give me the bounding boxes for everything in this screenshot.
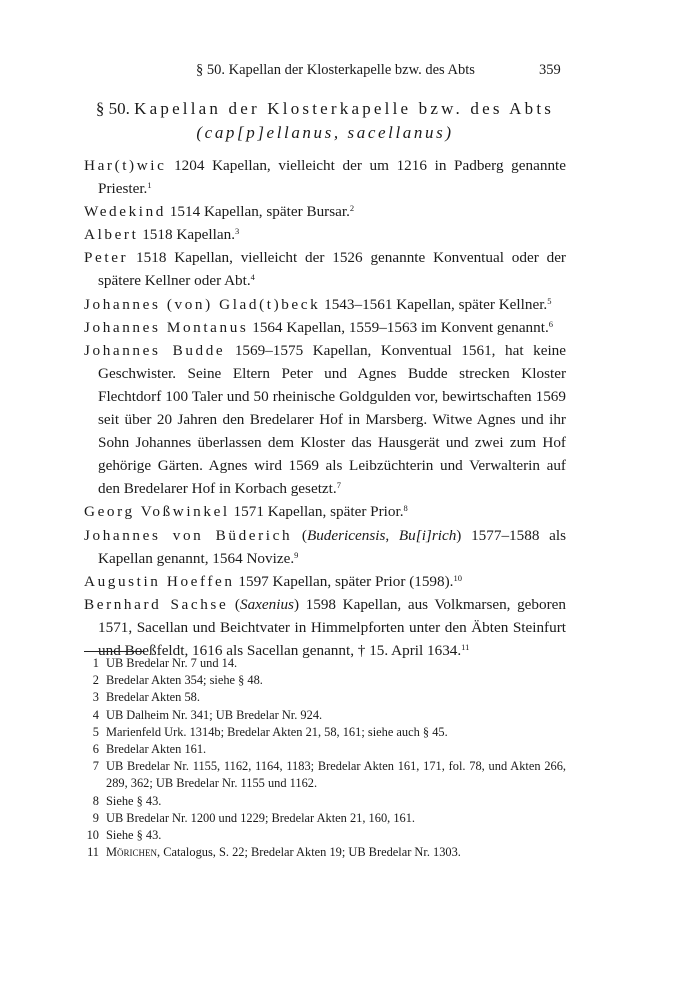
entry-sachse: Bernhard Sachse (Saxenius) 1598 Kapellan, aus Volkmarsen, geboren 1571, Sacellan und Beichtvater in Himmelpforten unter den Äbten Steinfurt und Boeßfeldt, 1616 als Sacellan genannt, † 15. April 1634.11 (84, 595, 566, 659)
section-subtitle: (cap[p]ellanus, sacellanus) (196, 123, 454, 142)
latin-name: Budericensis (306, 526, 386, 544)
footnote-number: 5 (92, 724, 99, 739)
footnote-number: 3 (92, 690, 99, 705)
entry-text: 1564 Kapellan, 1559–1563 im Konvent genannt. (252, 318, 549, 336)
footnote-ref[interactable]: 2 (349, 203, 355, 214)
footnote (84, 741, 566, 758)
entry-text: 1518 Kapellan, vielleicht der 1526 genannte Konventual oder der spätere Kellner oder Abt. (98, 249, 566, 290)
footnote (84, 758, 566, 792)
footnote-number: 8 (92, 793, 99, 808)
footnote-ref[interactable]: 5 (547, 295, 552, 306)
footnote-ref[interactable]: 8 (403, 503, 408, 514)
entry-peter (84, 246, 566, 292)
entry-text: 1514 Kapellan, später Bursar. (169, 203, 350, 221)
footnote-text: UB Bredelar Nr. 7 und 14. (106, 656, 238, 670)
entry-text: 1543–1561 Kapellan, später Kellner. (324, 295, 548, 313)
running-head: § 50. Kapellan der Klosterkapelle bzw. des Abts (196, 62, 475, 78)
footnote-rule (84, 651, 144, 652)
entry-text: 1518 Kapellan. (142, 226, 235, 244)
page-header (0, 62, 700, 82)
footnote-text: Bredelar Akten 161. (106, 742, 207, 757)
section-title-text: Kapellan der Klosterkapelle bzw. des Abts (134, 99, 555, 118)
entry-name: Albert (84, 226, 139, 244)
footnote-ref[interactable]: 6 (548, 318, 554, 329)
footnote-text: UB Bredelar Nr. 1200 und 1229; Bredelar Akten 21, 160, 161. (106, 810, 416, 825)
footnote-text: UB Dalheim Nr. 341; UB Bredelar Nr. 924. (106, 707, 323, 722)
entry-text: 1597 Kapellan, später Prior (1598). (238, 572, 454, 590)
entry-name: Johannes von Büderich (84, 526, 293, 544)
latin-name: Bu[i]rich (398, 526, 457, 544)
footnote (84, 810, 566, 827)
entry-albert (84, 223, 566, 246)
footnote (84, 844, 566, 861)
footnote-text: Marienfeld Urk. 1314b; Bredelar Akten 21, 58, 161; siehe auch § 45. (106, 724, 448, 739)
entry-text: 1569–1575 Kapellan, Konventual 1561, hat keine Geschwister. Seine Eltern Peter und Agnes Budde strecken Kloster Flechtdorf 100 Taler und 50 rheinische Goldgulden vor, bewirtschaften 1569 seit über 20 Jahren den Bredelarer Hof in Marsberg. Witwe Agnes und ihr Sohn Johannes überlassen dem Kloster das Hausgerät und zwei zum Hof gehörige Gärten. Agnes wird 1569 als Leibzüchterin und Verwalterin auf den Bredelarer Hof in Korbach gesetzt. (98, 341, 566, 498)
entry-gladbeck (84, 293, 566, 316)
footnote-number: 9 (92, 810, 99, 825)
footnotes (84, 655, 566, 861)
footnote-number: 11 (87, 845, 99, 860)
latin-name: Saxenius (239, 595, 294, 613)
footnote (84, 707, 566, 724)
footnote-ref[interactable]: 1 (147, 180, 152, 191)
footnote-number: 4 (92, 707, 99, 722)
footnote (84, 724, 566, 741)
footnote (84, 793, 566, 810)
footnote-ref[interactable]: 4 (250, 272, 255, 283)
entry-text: 1598 Kapellan, aus Volkmarsen, geboren 1571, Sacellan und Beichtvater in Himmelpforten unter den Äbten Steinfurt und Boeßfeldt, 1616 als Sacellan genannt, † 15. April 1634. (98, 595, 566, 659)
footnote (84, 655, 566, 672)
entry-text: 1577–1588 als Kapellan genannt, 1564 Novize. (98, 526, 567, 567)
footnote-number: 10 (86, 828, 99, 843)
footnote-number: 2 (92, 673, 99, 688)
entry-wedekind (84, 200, 566, 223)
entry-text: 1204 Kapellan, vielleicht der um 1216 in Padberg genannte Priester. (98, 157, 566, 198)
footnote-number: 1 (92, 656, 99, 670)
entry-montanus (84, 316, 566, 339)
entry-name: Bernhard Sachse (84, 595, 229, 613)
entry-name: Peter (84, 249, 129, 267)
footnote-ref[interactable]: 3 (235, 226, 240, 237)
footnote-text: Siehe § 43. (106, 828, 162, 843)
entry-text: 1571 Kapellan, später Prior. (233, 503, 404, 521)
entry-list (84, 154, 566, 662)
footnote-number: 7 (92, 759, 99, 774)
footnote-text: UB Bredelar Nr. 1155, 1162, 1164, 1183; Bredelar Akten 161, 171, fol. 78, und Akten 266, 289, 362; UB Bredelar Nr. 1155 und 1162. (106, 759, 566, 791)
footnote-text: Siehe § 43. (106, 793, 162, 808)
entry-name: Har(t)wic (84, 157, 167, 174)
entry-vosswinkel (84, 500, 566, 523)
entry-name: Wedekind (84, 203, 166, 221)
footnote-ref[interactable]: 11 (461, 641, 470, 652)
footnote-text: Mörichen, Catalogus, S. 22; Bredelar Akten 19; UB Bredelar Nr. 1303. (106, 845, 461, 860)
entry-hoeffen (84, 570, 566, 593)
entry-name: Johannes (von) Glad(t)beck (84, 295, 321, 313)
footnote-ref[interactable]: 9 (294, 549, 299, 560)
entry-name: Georg Voßwinkel (84, 503, 230, 521)
entry-buderich: Johannes von Büderich (Budericensis, Bu[i]rich) 1577–1588 als Kapellan genannt, 1564 Novize.$^9$ (84, 526, 567, 567)
entry-hartwic (84, 154, 566, 200)
entry-name: Johannes Budde (84, 341, 226, 359)
entry-name: Augustin Hoeffen (84, 572, 235, 590)
entry-name: Johannes Montanus (84, 318, 249, 336)
footnote (84, 689, 566, 706)
page-number: 359 (539, 62, 561, 78)
footnote-text: Bredelar Akten 354; siehe § 48. (106, 673, 263, 688)
section-title (84, 97, 566, 145)
footnote-number: 6 (92, 742, 99, 757)
footnote-text: Bredelar Akten 58. (106, 690, 200, 705)
section-title-main: § 50. Kapellan der Klosterkapelle bzw. des Abts (95, 99, 555, 118)
author-name: Mörichen (106, 845, 158, 860)
footnote (84, 827, 566, 844)
footnote-ref[interactable]: 7 (336, 480, 341, 491)
footnote-ref[interactable]: 10 (453, 572, 462, 583)
entry-budde (84, 339, 566, 501)
footnote (84, 672, 566, 689)
